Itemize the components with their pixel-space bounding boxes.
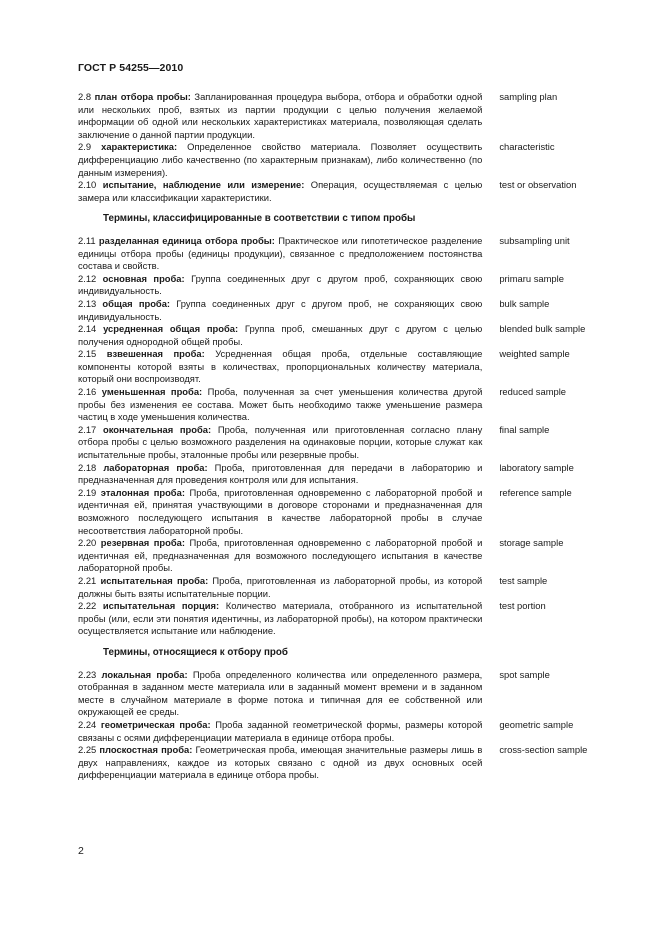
term-definition	[78, 575, 482, 600]
term-entry	[78, 487, 613, 537]
term-definition	[78, 487, 482, 537]
term-text: Группа проб, смешанных друг с другом с целью получения однородной общей пробы.	[78, 323, 483, 347]
term-name: общая проба:	[102, 297, 171, 309]
term-number: 2.11	[78, 234, 96, 246]
term-entry	[78, 179, 613, 204]
term-number: 2.12	[78, 272, 97, 284]
term-number: 2.13	[78, 297, 97, 309]
term-name: резервная проба:	[100, 537, 186, 549]
section-heading: Термины, классифицированные в соответствии с типом пробы	[103, 213, 416, 225]
term-english-equivalent: spot sample	[499, 668, 550, 680]
term-name: плоскостная проба:	[99, 744, 193, 756]
term-text: Группа соединенных друг с другом проб, сохраняющих свою индивидуальность.	[78, 272, 483, 297]
term-name: характеристика:	[101, 141, 178, 153]
term-english-equivalent: test or observation	[499, 179, 577, 191]
term-name: испытательная порция:	[102, 600, 220, 612]
term-number: 2.20	[78, 537, 97, 549]
term-entry	[78, 273, 613, 298]
term-definition	[78, 323, 482, 348]
term-number: 2.18	[78, 461, 97, 473]
term-name: уменьшенная проба:	[101, 386, 203, 398]
page-number: 2	[78, 845, 84, 857]
term-english-equivalent: test sample	[499, 574, 548, 586]
term-name: окончательная проба:	[102, 423, 212, 435]
term-text: Усредненная общая проба, отдельные составляющие компоненты которой взяты в количествах, пропорциональных количеству материала, который они воспроизводят.	[78, 348, 483, 385]
term-name: план отбора пробы:	[94, 91, 191, 102]
term-text: Определенное свойство материала. Позволяет осуществить дифференциацию либо качественно (по характерным признакам), либо количественно (по данным измерения).	[78, 141, 483, 178]
term-text: Проба, полученная за счет уменьшения количества другой пробы без изменения ее состава. Может быть необходимо также уменьшение размера частиц в ходе уменьшения количества.	[78, 386, 483, 423]
term-name: лабораторная проба:	[103, 461, 208, 473]
term-definition	[78, 235, 482, 273]
term-name: усредненная общая проба:	[103, 323, 239, 335]
term-number: 2.21	[78, 574, 97, 586]
term-english-equivalent: characteristic	[499, 141, 555, 153]
term-number: 2.25	[78, 744, 97, 756]
term-number: 2.17	[78, 423, 97, 435]
term-text: Проба определенного количества или определенного размера, отобранная в заданном месте материала или в заданный момент времени и в заданном месте в случайном материале в форме потока и типичная для ее собственной или окружающей ее среды.	[78, 668, 483, 718]
term-english-equivalent: subsampling unit	[499, 234, 570, 246]
term-entry	[78, 348, 613, 386]
term-definition	[78, 348, 482, 386]
term-entry	[78, 575, 613, 600]
term-entry	[78, 600, 613, 638]
term-definition	[78, 462, 482, 487]
term-entry	[78, 669, 613, 719]
term-entry	[78, 298, 613, 323]
term-english-equivalent: geometric sample	[499, 718, 574, 730]
term-definition	[78, 719, 482, 744]
term-entry	[78, 235, 613, 273]
term-entry	[78, 91, 613, 141]
terms-list	[78, 91, 613, 782]
term-number: 2.19	[78, 486, 97, 498]
term-definition	[78, 537, 482, 575]
term-english-equivalent: test portion	[499, 600, 546, 612]
term-english-equivalent: primaru sample	[499, 272, 564, 284]
term-entry	[78, 462, 613, 487]
term-text: Практическое или гипотетическое разделение единицы отбора пробы (единицы продукции), связанное с предположением постоянства состава и свойств.	[78, 234, 483, 272]
term-text: Группа соединенных друг с другом проб, не сохраняющих свою индивидуальность.	[78, 297, 483, 322]
term-name: основная проба:	[102, 272, 185, 284]
term-name: разделанная единица отбора пробы:	[98, 234, 275, 246]
term-text: Проба, приготовленная для передачи в лабораторию и предназначенная для проведения контроля или для испытания.	[78, 461, 483, 486]
term-entry	[78, 141, 613, 179]
term-entry	[78, 386, 613, 424]
document-header: ГОСТ Р 54255—2010	[78, 62, 184, 74]
term-entry	[78, 424, 613, 462]
term-number: 2.14	[78, 323, 97, 335]
term-text: Геометрическая проба, имеющая значительные размеры лишь в двух направлениях, каждое из которых связано с одной из двух основных осей дифференциации материала в единице отбора пробы.	[78, 744, 483, 781]
term-text: Проба, полученная или приготовленная согласно плану отбора пробы с целью возможного разделения на одинаковые порции, которые служат как испытательные пробы, эталонные пробы или резервные пробы.	[78, 423, 483, 461]
term-name: испытательная проба:	[100, 574, 209, 586]
term-number: 2.22	[78, 600, 97, 612]
term-definition	[78, 744, 482, 782]
term-definition	[78, 273, 482, 298]
term-english-equivalent: storage sample	[499, 537, 564, 549]
term-number: 2.10	[78, 179, 97, 191]
term-definition	[78, 91, 482, 141]
term-text: Количество материала, отобранного из испытательной пробы (или, если эти понятия идентичны, из лабораторной пробы), на котором практически осуществляется испытание или наблюдение.	[78, 600, 483, 637]
term-english-equivalent: reference sample	[499, 486, 572, 498]
term-number: 2.23	[78, 668, 97, 680]
term-definition	[78, 386, 482, 424]
term-name: геометрическая проба:	[100, 718, 211, 730]
term-name: испытание, наблюдение или измерение:	[102, 179, 305, 191]
term-text: Проба, приготовленная одновременно с лабораторной пробой и идентичная ей, принятая участвующими в договоре сторонами и предназначенная для возможного последующего испытания в качестве лабораторной пробы в случае несоответствия лабораторной пробы.	[78, 486, 483, 536]
term-name: эталонная проба:	[100, 486, 185, 498]
term-number: 2.16	[78, 386, 97, 398]
term-definition	[78, 179, 482, 204]
term-english-equivalent: bulk sample	[499, 297, 550, 309]
term-text: Операция, осуществляемая с целью замера или классификации характеристики.	[78, 179, 483, 203]
term-number: 2.9	[78, 141, 92, 153]
term-definition	[78, 424, 482, 462]
term-definition	[78, 298, 482, 323]
term-english-equivalent: sampling plan	[499, 91, 558, 102]
term-number: 2.15	[78, 348, 97, 360]
term-english-equivalent: laboratory sample	[499, 461, 574, 473]
term-name: взвешенная проба:	[106, 348, 205, 360]
term-definition	[78, 141, 482, 179]
term-definition	[78, 600, 482, 638]
term-number: 2.8	[78, 91, 92, 102]
term-entry	[78, 744, 613, 782]
term-entry	[78, 719, 613, 744]
term-entry	[78, 323, 613, 348]
term-definition	[78, 669, 482, 719]
term-english-equivalent: reduced sample	[499, 386, 567, 398]
term-english-equivalent: cross-section sample	[499, 744, 588, 756]
term-number: 2.24	[78, 718, 97, 730]
term-text: Запланированная процедура выбора, отбора и обработки одной или нескольких проб, взятых из партии продукции с целью получения желаемой информации об одной или нескольких характеристиках материала, позволяющая сделать заключение о данной партии продукции.	[78, 91, 483, 140]
term-name: локальная проба:	[101, 668, 188, 680]
term-text: Проба, приготовленная из лабораторной пробы, из которой должны быть взяты испытательные порции.	[78, 574, 483, 599]
term-english-equivalent: final sample	[499, 423, 550, 435]
term-entry	[78, 537, 613, 575]
section-heading: Термины, относящиеся к отбору проб	[103, 646, 288, 658]
term-english-equivalent: weighted sample	[499, 348, 570, 360]
term-text: Проба, приготовленная одновременно с лабораторной пробой и идентичная ей, предназначенная для возможного последующего испытания в качестве лабораторной пробы.	[78, 537, 483, 574]
term-text: Проба заданной геометрической формы, размеры которой связаны с осями дифференциации материала в единице отбора пробы.	[78, 718, 483, 743]
term-english-equivalent: blended bulk sample	[499, 323, 586, 335]
